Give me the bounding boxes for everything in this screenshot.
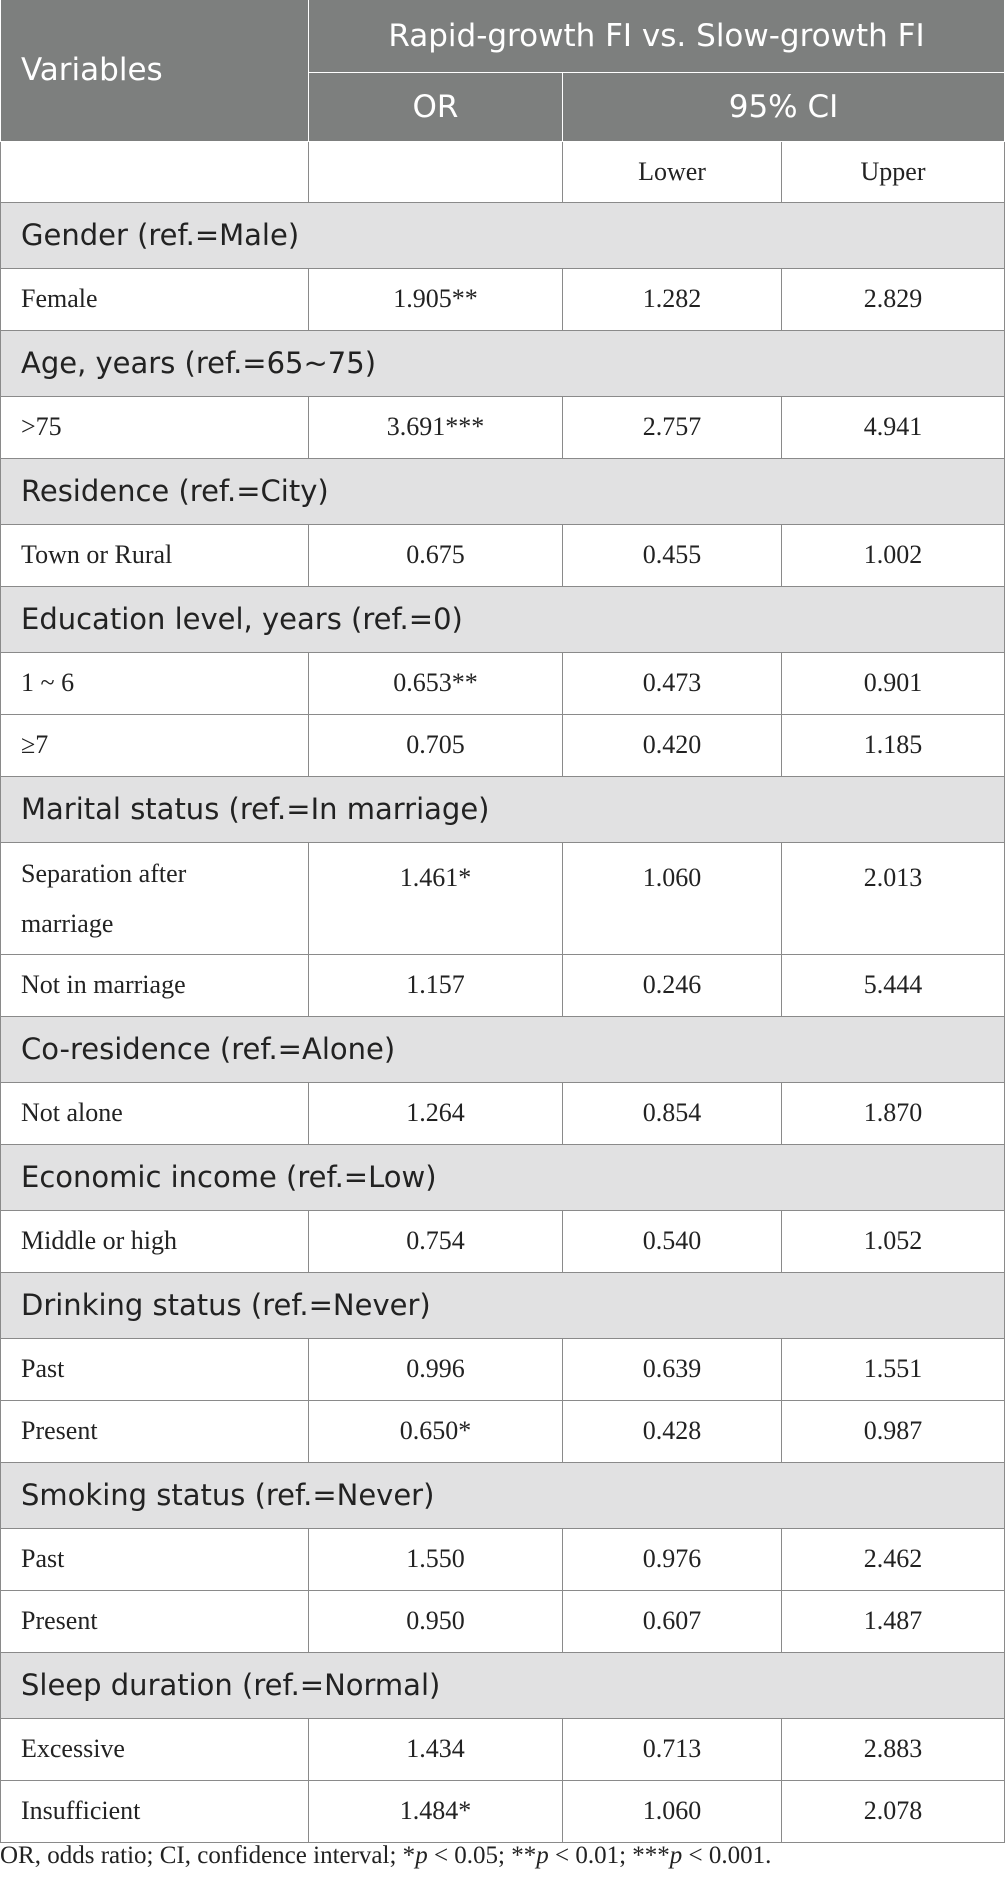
variable-name: ≥7: [1, 714, 309, 776]
group-label: Residence (ref.=City): [1, 458, 1005, 524]
ci-upper-value: 1.487: [782, 1590, 1005, 1652]
table-row: [1, 1718, 1005, 1780]
group-label: Gender (ref.=Male): [1, 202, 1005, 268]
table-row: [1, 954, 1005, 1016]
ci-upper-value: 4.941: [782, 396, 1005, 458]
footnote-text-1: OR, odds ratio; CI, confidence interval; *: [0, 1842, 416, 1869]
subheader-lower: Lower: [563, 141, 782, 202]
variable-name: Present: [1, 1590, 309, 1652]
footnote-text-3: < 0.01; ***: [548, 1842, 670, 1869]
group-label: Economic income (ref.=Low): [1, 1144, 1005, 1210]
table-row: [1, 1780, 1005, 1842]
group-row: [1, 1272, 1005, 1338]
subheader-row: [1, 141, 1005, 202]
group-label: Marital status (ref.=In marriage): [1, 776, 1005, 842]
ci-lower-value: 0.455: [563, 524, 782, 586]
odds-ratio-value: 1.264: [309, 1082, 563, 1144]
header-row-1: [1, 0, 1005, 72]
odds-ratio-value: 0.950: [309, 1590, 563, 1652]
group-row: [1, 202, 1005, 268]
odds-ratio-value: 0.754: [309, 1210, 563, 1272]
ci-lower-value: 1.060: [563, 842, 782, 954]
group-row: [1, 776, 1005, 842]
group-label: Co-residence (ref.=Alone): [1, 1016, 1005, 1082]
header-variables: Variables: [1, 0, 309, 141]
group-label: Education level, years (ref.=0): [1, 586, 1005, 652]
group-row: [1, 1144, 1005, 1210]
ci-upper-value: 2.883: [782, 1718, 1005, 1780]
ci-upper-value: 5.444: [782, 954, 1005, 1016]
variable-name: Female: [1, 268, 309, 330]
ci-lower-value: 0.854: [563, 1082, 782, 1144]
table-row: [1, 1082, 1005, 1144]
group-row: [1, 1016, 1005, 1082]
variable-name: Town or Rural: [1, 524, 309, 586]
group-row: [1, 458, 1005, 524]
odds-ratio-value: 0.650*: [309, 1400, 563, 1462]
ci-lower-value: 0.607: [563, 1590, 782, 1652]
ci-upper-value: 2.013: [782, 842, 1005, 954]
subheader-empty-1: [1, 141, 309, 202]
group-row: [1, 586, 1005, 652]
footnote-p-2: p: [536, 1842, 549, 1869]
variable-name: Past: [1, 1528, 309, 1590]
ci-upper-value: 1.185: [782, 714, 1005, 776]
variable-name-line-2: marriage: [21, 908, 114, 938]
table-row: [1, 1210, 1005, 1272]
footnote-text-2: < 0.05; **: [427, 1842, 537, 1869]
odds-ratio-value: 1.905**: [309, 268, 563, 330]
variable-name: Excessive: [1, 1718, 309, 1780]
subheader-upper: Upper: [782, 141, 1005, 202]
ci-upper-value: 0.987: [782, 1400, 1005, 1462]
header-or: OR: [309, 72, 563, 141]
footnote-p-3: p: [669, 1842, 683, 1869]
table-row: [1, 652, 1005, 714]
ci-lower-value: 2.757: [563, 396, 782, 458]
odds-ratio-value: 0.705: [309, 714, 563, 776]
group-label: Sleep duration (ref.=Normal): [1, 1652, 1005, 1718]
table-row: [1, 1528, 1005, 1590]
odds-ratio-value: 3.691***: [309, 396, 563, 458]
ci-lower-value: 0.540: [563, 1210, 782, 1272]
variable-name: Not alone: [1, 1082, 309, 1144]
variable-name: [1, 842, 309, 954]
odds-ratio-value: 0.675: [309, 524, 563, 586]
group-row: [1, 1462, 1005, 1528]
variable-name: Present: [1, 1400, 309, 1462]
ci-upper-value: 2.829: [782, 268, 1005, 330]
ci-upper-value: 2.462: [782, 1528, 1005, 1590]
ci-lower-value: 0.639: [563, 1338, 782, 1400]
footnote-p-1: p: [415, 1842, 428, 1869]
odds-ratio-value: 1.461*: [309, 842, 563, 954]
group-label: Drinking status (ref.=Never): [1, 1272, 1005, 1338]
ci-lower-value: 1.282: [563, 268, 782, 330]
subheader-empty-2: [309, 141, 563, 202]
variable-name: Past: [1, 1338, 309, 1400]
odds-ratio-value: 1.157: [309, 954, 563, 1016]
ci-lower-value: 0.713: [563, 1718, 782, 1780]
table-row: [1, 1338, 1005, 1400]
group-row: [1, 1652, 1005, 1718]
ci-lower-value: 0.428: [563, 1400, 782, 1462]
header-ci: 95% CI: [563, 72, 1005, 141]
ci-lower-value: 1.060: [563, 1780, 782, 1842]
variable-name: Not in marriage: [1, 954, 309, 1016]
ci-lower-value: 0.420: [563, 714, 782, 776]
table-row: [1, 842, 1005, 954]
odds-ratio-value: 1.484*: [309, 1780, 563, 1842]
ci-upper-value: 1.052: [782, 1210, 1005, 1272]
odds-ratio-value: 1.434: [309, 1718, 563, 1780]
variable-name: 1 ~ 6: [1, 652, 309, 714]
table-row: [1, 524, 1005, 586]
odds-ratio-value: 0.653**: [309, 652, 563, 714]
table-footnote: [0, 1842, 771, 1870]
table-row: [1, 714, 1005, 776]
table-row: [1, 1590, 1005, 1652]
ci-lower-value: 0.976: [563, 1528, 782, 1590]
footnote-text-4: < 0.001.: [682, 1842, 772, 1869]
ci-lower-value: 0.473: [563, 652, 782, 714]
table-row: [1, 396, 1005, 458]
variable-name: >75: [1, 396, 309, 458]
group-label: Smoking status (ref.=Never): [1, 1462, 1005, 1528]
ci-upper-value: 2.078: [782, 1780, 1005, 1842]
ci-upper-value: 1.551: [782, 1338, 1005, 1400]
variable-name: Insufficient: [1, 1780, 309, 1842]
ci-lower-value: 0.246: [563, 954, 782, 1016]
group-row: [1, 330, 1005, 396]
odds-ratio-value: 1.550: [309, 1528, 563, 1590]
ci-upper-value: 0.901: [782, 652, 1005, 714]
variable-name: Middle or high: [1, 1210, 309, 1272]
group-label: Age, years (ref.=65~75): [1, 330, 1005, 396]
ci-upper-value: 1.870: [782, 1082, 1005, 1144]
odds-ratio-value: 0.996: [309, 1338, 563, 1400]
header-comparison: Rapid-growth FI vs. Slow-growth FI: [309, 0, 1005, 72]
variable-name-line-1: Separation after: [21, 858, 187, 888]
table-row: [1, 268, 1005, 330]
table-row: [1, 1400, 1005, 1462]
ci-upper-value: 1.002: [782, 524, 1005, 586]
